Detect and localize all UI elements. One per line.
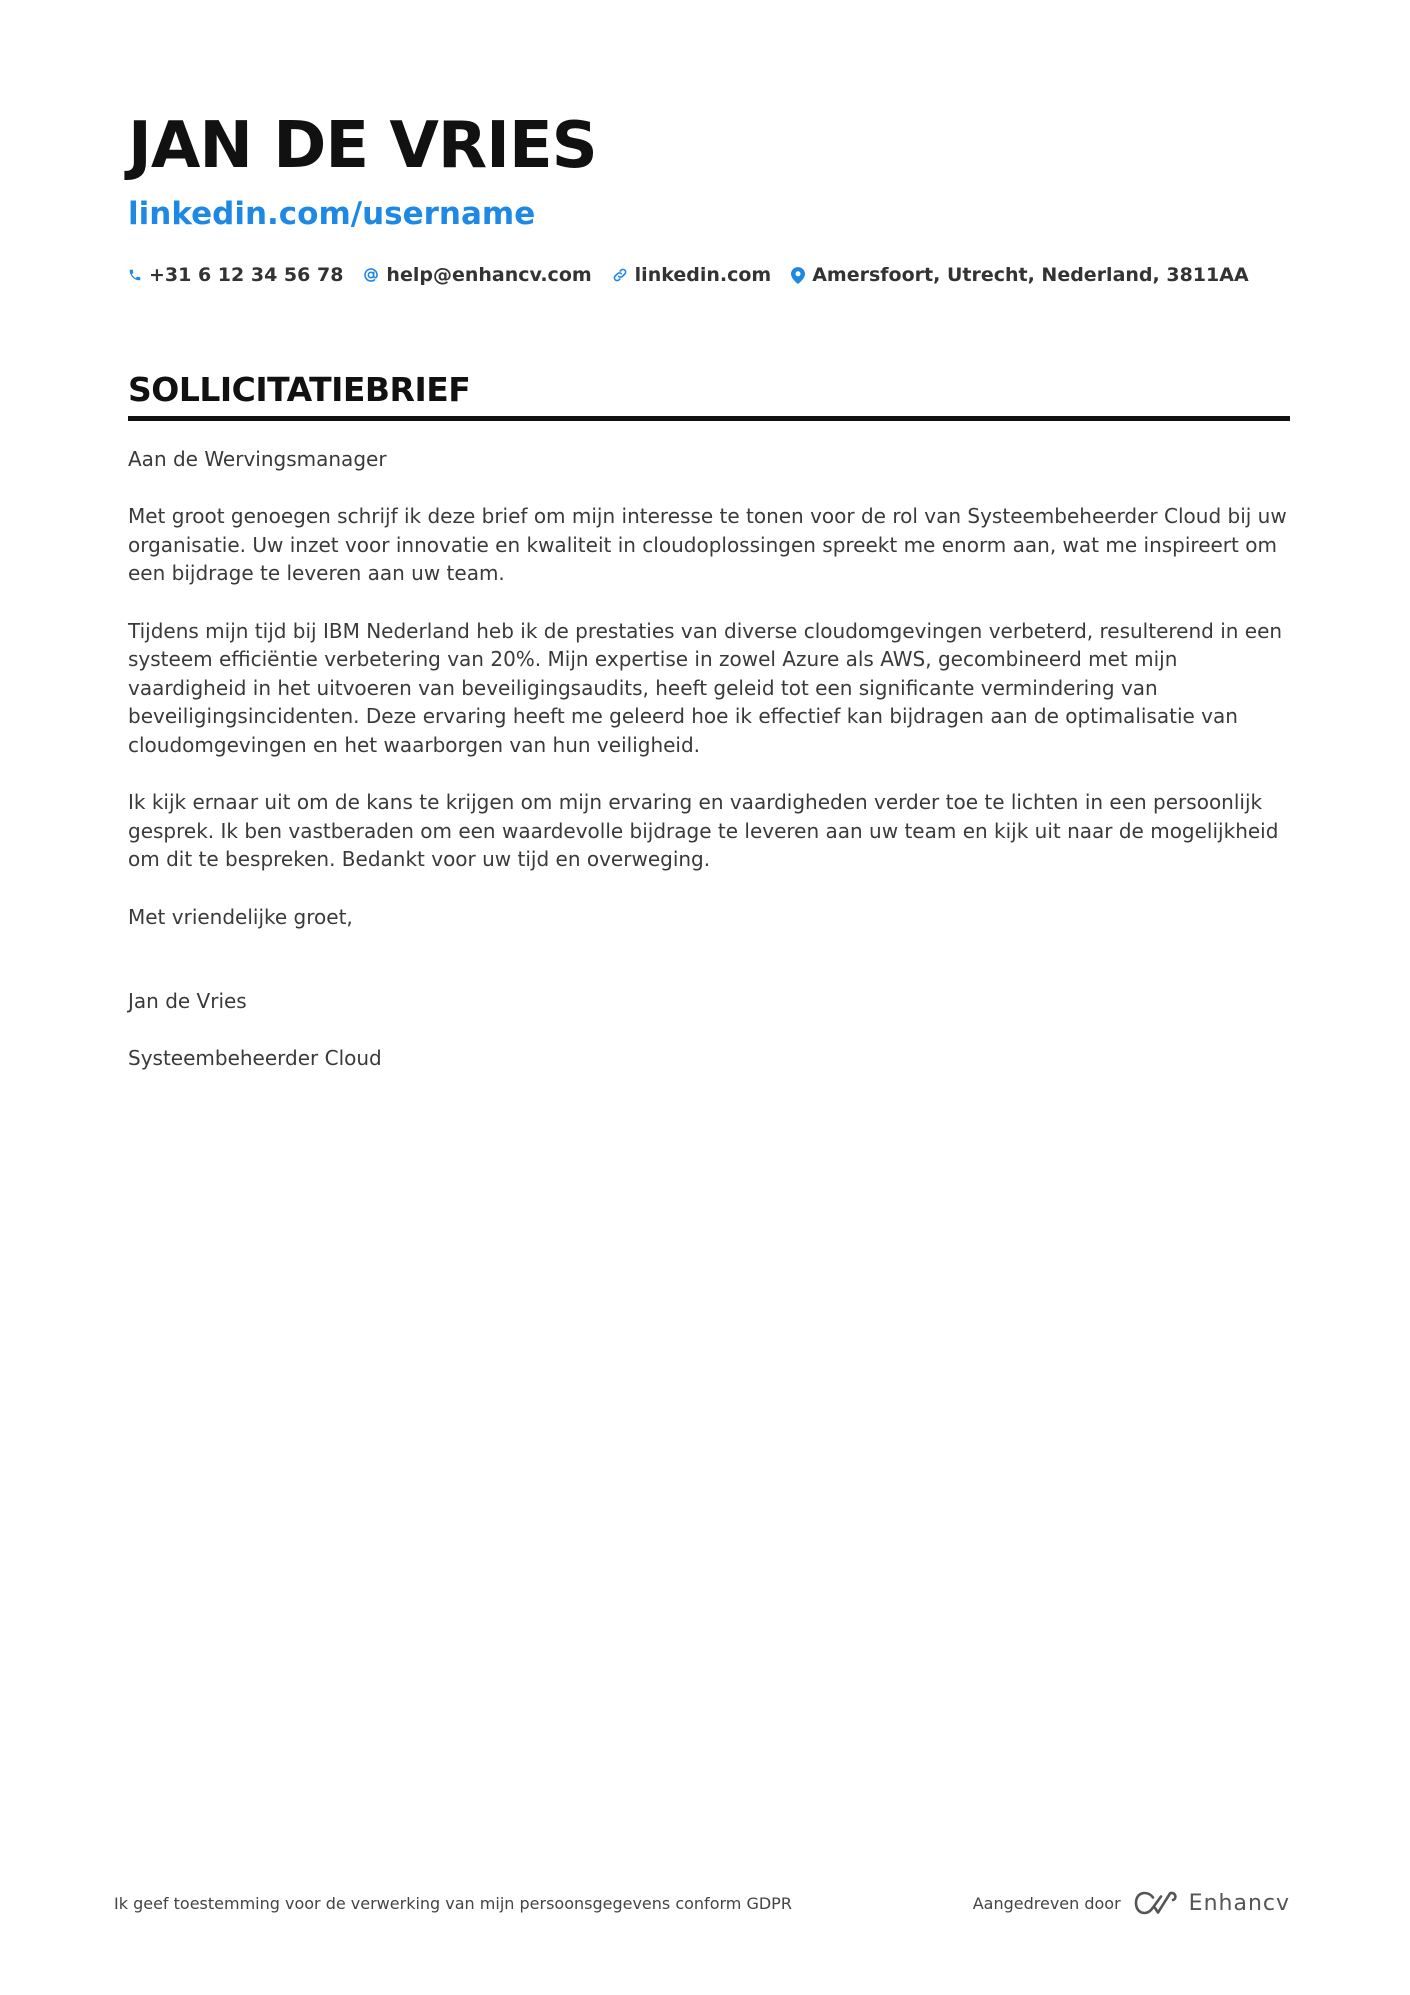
phone-icon: [128, 268, 142, 282]
contact-bar: [128, 264, 1290, 286]
website-text: linkedin.com: [634, 264, 772, 286]
contact-location: [791, 264, 1248, 286]
powered-by-label: Aangedreven door: [972, 1893, 1121, 1913]
contact-website[interactable]: [612, 264, 772, 286]
enhancv-logo-icon: [1133, 1890, 1179, 1916]
location-text: Amersfoort, Utrecht, Nederland, 3811AA: [812, 264, 1249, 286]
link-icon: [612, 267, 628, 283]
footer: [114, 1890, 1290, 1916]
gdpr-consent: Ik geef toestemming voor de verwerking van mijn persoonsgegevens conform GDPR: [114, 1893, 792, 1913]
location-pin-icon: [791, 267, 805, 284]
letter-paragraph-1: Met groot genoegen schrijf ik deze brief om mijn interesse te tonen voor de rol van Systeembeheerder Cloud bij uw organisatie. Uw inzet voor innovatie en kwaliteit in cloudoplossingen spreekt me enorm aan, wat me inspireert om een bijdrage te leveren aan uw team.: [128, 504, 1287, 586]
applicant-name: JAN DE VRIES: [128, 109, 597, 183]
letter-body: [128, 445, 1290, 1073]
closing: Met vriendelijke groet,: [128, 904, 353, 929]
letter-paragraph-2: Tijdens mijn tijd bij IBM Nederland heb ik de prestaties van diverse cloudomgevingen verbeterd, resulterend in een systeem efficiëntie verbetering van 20%. Mijn expertise in zowel Azure als AWS, gecombineerd met mijn vaardigheid in het uitvoeren van beveiligingsaudits, heeft geleid tot een significante vermindering van beveiligingsincidenten. Deze ervaring heeft me geleerd hoe ik effectief kan bijdragen aan de optimalisatie van cloudomgevingen en het waarborgen van hun veiligheid.: [128, 618, 1283, 757]
enhancv-brand: [1133, 1890, 1290, 1916]
letter-paragraph-3: Ik kijk ernaar uit om de kans te krijgen om mijn ervaring en vaardigheden verder toe te lichten in een persoonlijk gesprek. Ik ben vastberaden om een waardevolle bijdrage te leveren aan uw team en kijk uit naar de mogelijkheid om dit te bespreken. Bedankt voor uw tijd en overweging.: [128, 790, 1279, 872]
phone-text: +31 6 12 34 56 78: [149, 264, 344, 286]
at-icon: [363, 267, 379, 283]
header: [128, 108, 1290, 286]
contact-email[interactable]: [363, 264, 591, 286]
brand-name: Enhancv: [1188, 1890, 1290, 1916]
section-title: SOLLICITATIEBRIEF: [128, 368, 1290, 421]
signature-title: Systeembeheerder Cloud: [128, 1046, 382, 1071]
contact-phone[interactable]: [128, 264, 343, 286]
tagline-link[interactable]: linkedin.com/username: [128, 196, 536, 232]
salutation: Aan de Wervingsmanager: [128, 447, 387, 471]
cover-letter-section: [128, 368, 1290, 1101]
powered-by[interactable]: [973, 1890, 1290, 1916]
email-text: help@enhancv.com: [386, 264, 592, 286]
signature-name: Jan de Vries: [128, 989, 247, 1014]
